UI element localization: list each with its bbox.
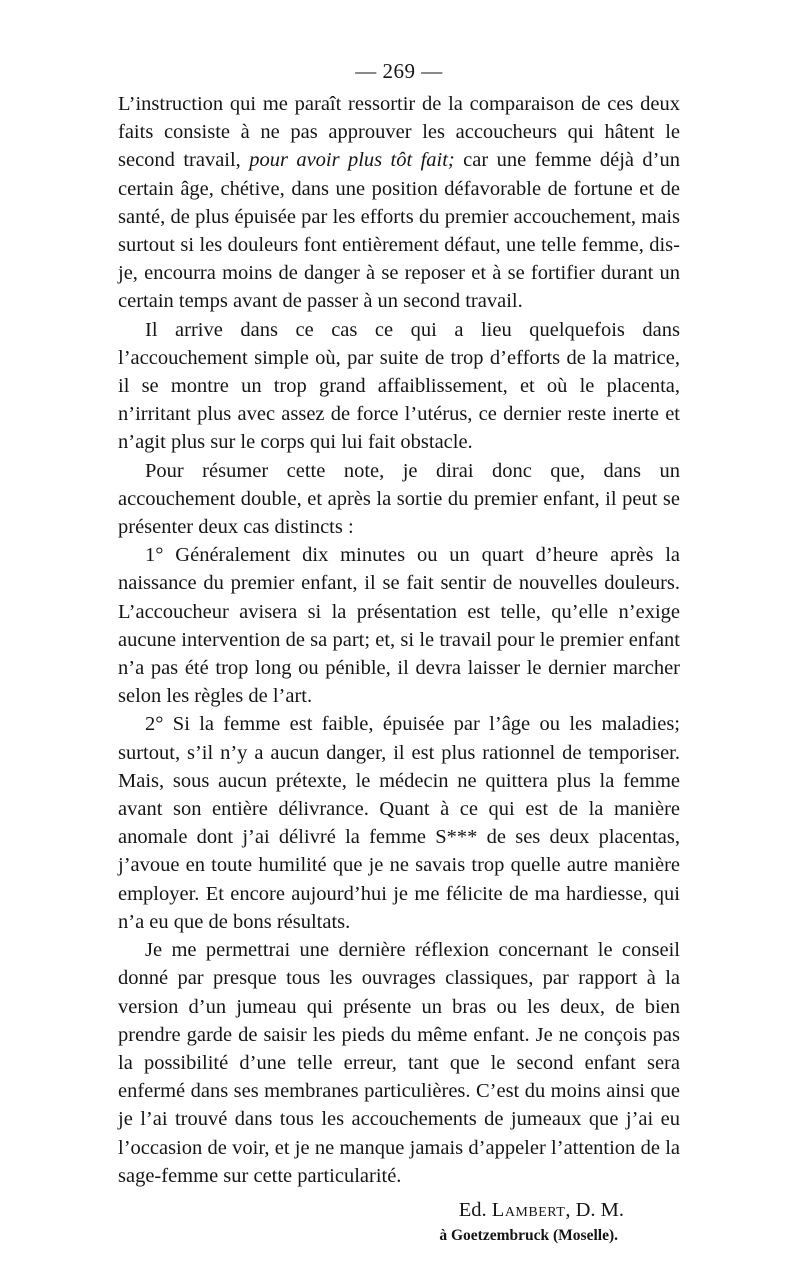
paragraph-1-text-start: L’instruction qui me paraît ressortir de la comparaison de ces deux faits consiste à ne pas approuver les accoucheurs qui hâtent le second travail, [118,93,680,172]
page-number: — 269 — [355,59,443,83]
paragraph-2: Il arrive dans ce cas ce qui a lieu quelquefois dans l’accouchement simple où, par suite de trop d’efforts de la matrice, il se montre un trop grand affaiblissement, et où le placenta, n’irritant plus avec assez de force l’utérus, ce dernier reste inerte et n’agit plus sur le corps qui lui fait obstacle. [118,318,680,454]
paragraph-1-italic-phrase: pour avoir plus tôt fait; [249,149,455,172]
paragraph-4: 1° Généralement dix minutes ou un quart d’heure après la naissance du premier enfant, il se fait sentir de nouvelles douleurs. L’accoucheur avisera si la présentation est telle, qu’elle n’exige aucune intervention de sa part; et, si le travail pour le premier enfant n’a pas été trop long ou pénible, il devra laisser le dernier marcher selon les règles de l’art. [118,544,680,708]
paragraph-1-text-end: car une femme déjà d’un certain âge, chétive, dans une position défavorable de fortune et de santé, de plus épuisée par les efforts du premier accouchement, mais surtout si les douleurs font entièrement défaut, une telle femme, dis-je, encourra moins de danger à se reposer et à se fortifier durant un certain temps avant de passer à un second travail. [118,149,680,313]
paragraph-5: 2° Si la femme est faible, épuisée par l’âge ou les maladies; surtout, s’il n’y a aucun danger, il est plus rationnel de temporiser. Mais, sous aucun prétexte, le médecin ne quittera plus la femme avant son entière délivrance. Quant à ce qui est de la manière anomale dont j’ai délivré la femme S*** de ses deux placentas, j’avoue en toute humilité que je ne savais trop quelle autre manière employer. Et encore aujourd’hui je me félicite de ma hardiesse, qui n’a eu que de bons résultats. [118,713,680,933]
author-title: , D. M. [565,1198,624,1221]
paragraph-6: Je me permettrai une dernière réflexion concernant le conseil donné par presque tous les ouvrages classiques, par rapport à la version d’un jumeau qui présente un bras ou les deux, de bien prendre garde de saisir les pieds du même enfant. Je ne conçois pas la possibilité d’une telle erreur, tant que le second enfant sera enfermé dans ses membranes particulières. C’est du moins ainsi que je l’ai trouvé dans tous les accouchements de jumeaux que j’ai eu l’occasion de voir, et je ne manque jamais d’appeler l’attention de la sage-femme sur cette particularité. [118,939,680,1187]
author-initial: Ed. [458,1198,492,1221]
document-page [118,56,680,1246]
paragraph-1 [118,90,680,316]
author-signature [118,1196,680,1224]
author-surname: Lambert [491,1198,566,1221]
author-location: à Goetzembruck (Moselle). [439,1226,618,1244]
paragraph-3: Pour résumer cette note, je dirai donc que, dans un accouchement double, et après la sortie du premier enfant, il peut se présenter deux cas distincts : [118,459,680,539]
